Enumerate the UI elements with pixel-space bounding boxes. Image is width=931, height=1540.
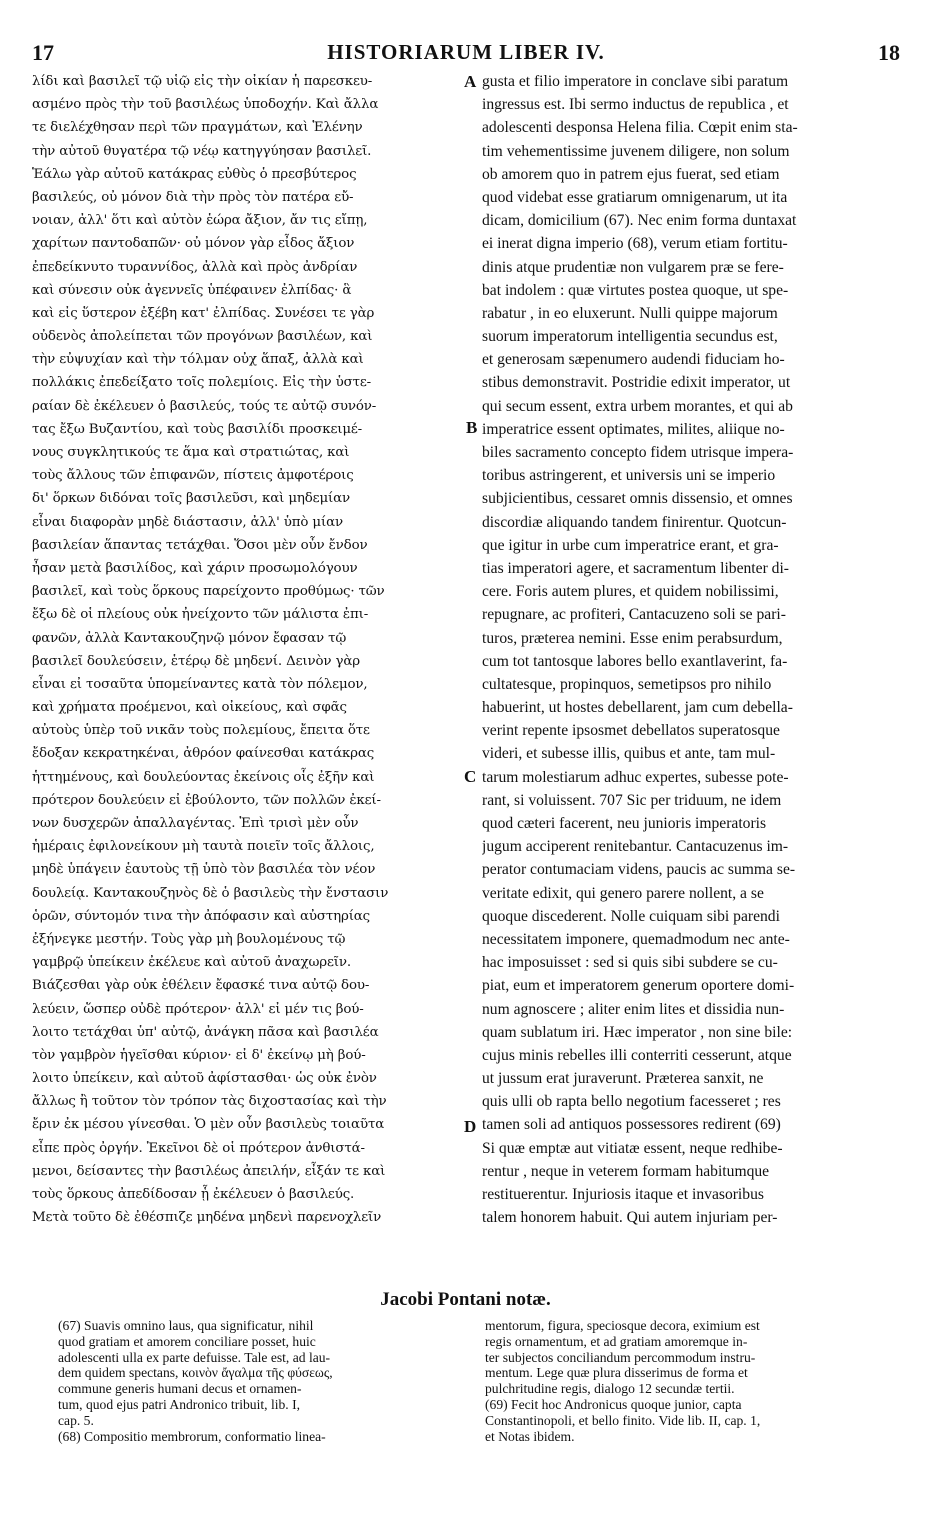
text-line: ἡττημένους, καὶ δουλεύοντας ἐκείνοις οἷς ἐξῆν καὶ <box>32 769 375 785</box>
text-line: quod cæteri facerent, neu junioris imperatoris <box>482 815 767 832</box>
text-line: subjicientibus, cessaret omnis dissensio, et omnes <box>482 490 793 508</box>
notes-heading: Jacobi Pontani notæ. <box>380 1289 551 1310</box>
text-line: λοιτο ὑπείκειν, καὶ αὐτοῦ ἀφίστασθαι· ὡς οὐκ ἐνὸν <box>32 1071 377 1087</box>
text-line: et generosam sæpenumero audendi fiduciam ho- <box>482 351 785 369</box>
note-line: regis ornamentum, et ad gratiam amoremque in- <box>485 1333 748 1349</box>
text-line: λοιτο τετάχθαι ὑπ' αὐτῷ, ἀνάγκη πᾶσα καὶ βασιλέα <box>32 1024 379 1040</box>
text-line: ἐπεδείκνυτο τυραννίδος, ἀλλὰ καὶ πρὸς ἀνδρίαν <box>32 259 358 275</box>
text-line: verint repente ipsosmet debellatos superatosque <box>482 722 780 740</box>
text-line: tarum molestiarum adhuc expertes, subesse pote- <box>482 768 789 786</box>
margin-marker-c: C <box>464 767 477 786</box>
notes-right-column <box>485 1318 905 1444</box>
text-line: quam sublatum iri. Hæc imperator , non sine bile: <box>482 1023 793 1041</box>
text-line: νους συγκλητικούς τε ἅμα καὶ στρατιώτας, καὶ <box>32 445 350 460</box>
note-line: et Notas ibidem. <box>485 1428 575 1444</box>
right-page-number: 18 <box>878 40 900 65</box>
text-line: jugum acciperent renitebantur. Cantacuzenus im- <box>482 838 789 856</box>
text-line: μενοι, δείσαντες τὴν βασιλέως ἀπειλήν, εἶξάν τε καὶ <box>32 1163 386 1179</box>
text-line: dicam, domicilium (67). Nec enim forma duntaxat <box>482 212 797 230</box>
note-line: (68) Compositio membrorum, conformatio linea- <box>58 1428 326 1444</box>
text-line: rentur , neque in veterem formam habitumque <box>482 1162 770 1180</box>
text-line: Μετὰ τοῦτο δὲ ἐθέσπιζε μηδένα μηδενὶ παρενοχλεῖν <box>32 1210 382 1226</box>
latin-text-column <box>482 70 902 1229</box>
text-line: Ἑάλω γὰρ αὐτοῦ κατάκρας εὐθὺς ὁ πρεσβύτερος <box>32 166 357 182</box>
text-line: τας ἔξω Βυζαντίου, καὶ τοὺς βασιλίδι προσκειμέ- <box>32 421 363 437</box>
text-line: καὶ εἰς ὕστερον ἐξέβη κατ' ἐλπίδας. Συνέσει τε γὰρ <box>32 305 375 321</box>
text-line: quoque discederent. Nolle cuiquam sibi parendi <box>482 907 780 925</box>
text-line: νων δυσχερῶν ἀπαλλαγέντας. Ἐπὶ τρισὶ μὲν οὖν <box>32 816 359 831</box>
text-line: δουλείᾳ. Καντακουζηνὸς δὲ ὁ βασιλεὺς τὴν ἔνστασιν <box>32 885 389 901</box>
text-line: τὴν εὐψυχίαν καὶ τὴν τόλμαν οὐχ ἅπαξ, ἀλλὰ καὶ <box>32 352 364 368</box>
margin-marker-b: B <box>466 418 478 437</box>
note-line: (67) Suavis omnino laus, qua significatur, nihil <box>58 1318 314 1333</box>
text-line: dinis atque prudentiæ non vulgarem præ se fere- <box>482 258 784 276</box>
text-line: ἡμέραις ἐφιλονείκουν μὴ ταυτὰ ποιεῖν τοῖς ἄλλοις, <box>32 839 375 855</box>
text-line: ραίαν δὲ ἐκέλευεν ὁ βασιλεύς, τούς τε αὐτῷ συνόν- <box>32 398 377 414</box>
notes-left-column <box>58 1318 463 1444</box>
text-line: ἦσαν μετὰ βασιλίδος, καὶ χάριν προσωμολόγουν <box>32 560 358 576</box>
text-line: χαρίτων παντοδαπῶν· οὐ μόνον γὰρ εἶδος ἄξιον <box>32 236 355 252</box>
text-line: ἔριν ἐκ μέσου γίνεσθαι. Ὁ μὲν οὖν βασιλεὺς τοιαῦτα <box>32 1117 385 1133</box>
text-line: ἔξω δὲ οἱ πλείους οὐκ ἠνείχοντο τῶν μάλιστα ἐπι- <box>32 607 369 623</box>
text-line: ασμένο πρὸς τὴν τοῦ βασιλέως ὑποδοχήν. Καὶ ἄλλα <box>32 97 379 113</box>
text-line: εἶναι διαφορὰν μηδὲ διάστασιν, ἀλλ' ὑπὸ μίαν <box>32 514 343 530</box>
text-line: ut jussum erat juraverunt. Præterea sanxit, ne <box>482 1070 764 1088</box>
text-line: τοὺς ἄλλους τῶν ἐπιφανῶν, πίστεις ἀμφοτέροις <box>32 468 354 484</box>
text-line: δι' ὅρκων διδόναι τοῖς βασιλεῦσι, καὶ μηδεμίαν <box>32 491 350 507</box>
text-line: βασιλεῖ δουλεύσειν, ἑτέρῳ δὲ μηδενί. Δεινὸν γὰρ <box>32 653 360 669</box>
text-line: τε διελέχθησαν περὶ τῶν πραγμάτων, καὶ Ἑλένην <box>32 120 363 136</box>
text-line: νοιαν, ἀλλ' ὅτι καὶ αὐτὸν ἑώρα ἄξιον, ἄν τις εἴπῃ, <box>32 213 368 229</box>
text-line: quis ulli ob rapta bello negotium facesseret ; res <box>482 1093 781 1111</box>
text-line: τὴν αὐτοῦ θυγατέρα τῷ νέῳ κατηγγύησαν βασιλεῖ. <box>32 143 372 159</box>
text-line: rabatur , in eo eluxerunt. Nulli quippe majorum <box>482 304 778 322</box>
text-line: καὶ σύνεσιν οὐκ ἀγεννεῖς ὑπέφαινεν ἐλπίδας· ἃ <box>32 282 352 298</box>
text-line: veritate edixit, qui genero parere nollent, a se <box>482 884 764 902</box>
text-line: turos, præterea nemini. Esse enim perabsurdum, <box>482 629 783 647</box>
text-line: quod videbat esse gratiarum omnigenarum, ut ita <box>482 188 788 206</box>
text-line: οὐδενὸς ἀπολείπεται τῶν προγόνων βασιλέων, καὶ <box>32 329 373 345</box>
text-line: Βιάζεσθαι γὰρ οὐκ ἐθέλειν ἔφασκέ τινα αὐτῷ δου- <box>32 978 370 994</box>
text-line: εἶναι εἰ τοσαῦτα ὑπομείναντες κατὰ τὸν πόλεμον, <box>32 676 368 692</box>
text-line: ἔδοξαν κεκρατηκέναι, ἀθρόον φαίνεσθαι κατάκρας <box>32 746 375 762</box>
text-line: ei inerat digna imperio (68), verum etiam fortitu- <box>482 235 788 253</box>
text-line: bat indolem : quæ virtutes postea quoque, ut spe- <box>482 281 789 299</box>
text-line: perator contumaciam videns, paucis ac summa se- <box>482 861 796 879</box>
text-line: habuerint, ut hostes debellarent, jam cum debella- <box>482 699 793 717</box>
note-line: tum, quod ejus patri Andronico tribuit, lib. I, <box>58 1396 301 1412</box>
text-line: qui secum essent, extra urbem morantes, et qui ab <box>482 397 793 415</box>
text-line: adolescenti desponsa Helena filia. Cœpit enim sta- <box>482 119 798 137</box>
text-line: discordiæ aliquando tandem finirentur. Quotcun- <box>482 513 787 531</box>
text-line: tias imperatori agere, et sacramentum libenter di- <box>482 559 789 577</box>
text-line: necessitatem imponere, quemadmodum nec ante- <box>482 930 790 948</box>
text-line: καὶ χρήματα προέμενοι, καὶ οἰκείους, καὶ σφᾶς <box>32 700 347 716</box>
text-line: imperatrice essent optimates, milites, aliique no- <box>482 420 785 438</box>
text-line: talem honorem habuit. Qui autem injuriam per- <box>482 1209 778 1227</box>
text-line: τοὺς ὅρκους ἀπεδίδοσαν ᾗ ἐκέλευεν ὁ βασιλεύς. <box>32 1187 355 1202</box>
text-line: μηδὲ ὑπάγειν ἑαυτοὺς τῇ ὑπὸ τὸν βασιλέα τὸν νέον <box>32 862 376 878</box>
text-line: hac imposuisset : sed si quis sibi subdere se cu- <box>482 954 778 972</box>
running-header <box>32 40 900 70</box>
note-line: mentum. Lege quæ plura disserimus de forma et <box>485 1365 748 1381</box>
text-line: cultatesque, propinquos, semetipsos pro nihilo <box>482 675 772 693</box>
text-line: γαμβρῷ ὑπείκειν ἐκέλευε καὶ αὐτοῦ ἀναχωρεῖν. <box>32 955 351 971</box>
text-line: βασιλείαν ἅπαντας τετάχθαι. Ὅσοι μὲν οὖν ἔνδον <box>32 537 368 553</box>
running-title: HISTORIARUM LIBER IV. <box>327 40 605 64</box>
note-line: (69) Fecit hoc Andronicus quoque junior, capta <box>485 1396 742 1412</box>
text-line: suorum imperatorum intelligentia secundus est, <box>482 328 778 346</box>
text-line: πολλάκις ἐπεδείξατο τοῖς πολεμίοις. Εἰς τὴν ὑστε- <box>32 375 372 391</box>
text-line: τὸν γαμβρὸν ἡγεῖσθαι κύριον· εἰ δ' ἐκείνῳ μὴ βού- <box>32 1047 366 1063</box>
text-line: Si quæ emptæ aut vitiatæ essent, neque redhibe- <box>482 1139 783 1157</box>
text-line: ὁρῶν, σύντομόν τινα τὴν ἀπόφασιν καὶ αὐστηρίας <box>32 908 371 924</box>
text-line: toribus astringerent, et universis uni se imperio <box>482 467 776 485</box>
text-line: repugnare, ac profiteri, Cantacuzeno soli se pari- <box>482 606 786 624</box>
text-line: λεύειν, ὥσπερ οὐδὲ πρότερον· ἀλλ' εἰ μέν τις βού- <box>32 1001 364 1017</box>
note-line: adolescenti ulla ex parte defuisse. Tale est, ad lau- <box>58 1349 331 1365</box>
text-line: ingressus est. Ibi sermo inductus de republica , et <box>482 96 789 114</box>
note-line: ter subjectos conciliandum percommodum instru- <box>485 1349 756 1365</box>
text-line: que igitur in urbe cum imperatrice erant, et gra- <box>482 536 779 554</box>
text-line: biles sacramento concepto fidem utrisque impera- <box>482 444 794 461</box>
text-line: εἶπε πρὸς ὀργήν. Ἐκεῖνοι δὲ οἱ πρότερον ἀνθιστά- <box>32 1140 365 1156</box>
text-line: cum tot tantosque labores bello exantlaverint, fa- <box>482 652 788 670</box>
note-line: Constantinopoli, et bello finito. Vide lib. II, cap. 1, <box>485 1412 761 1428</box>
text-line: ob amorem quo in patrem ejus fuerat, sed etiam <box>482 165 780 183</box>
text-line: tamen soli ad antiquos possessores redirent (69) <box>482 1116 781 1134</box>
greek-text-column <box>32 70 458 1229</box>
text-line: piat, eum et imperatorem generum oportere domi- <box>482 977 795 995</box>
text-line: βασιλεύς, οὐ μόνον διὰ τὴν πρὸς τὸν πατέρα εὔ- <box>32 189 354 205</box>
text-line: λίδι καὶ βασιλεῖ τῷ υἱῷ εἰς τὴν οἰκίαν ἡ παρεσκευ- <box>32 74 373 89</box>
margin-marker-a: A <box>464 72 477 91</box>
note-line: dem quidem spectans, κοινὸν ἄγαλμα τῆς φύσεως, <box>58 1365 333 1381</box>
text-line: tim vehementissime juvenem diligere, non solum <box>482 142 790 160</box>
text-line: ἐξήνεγκε μεστήν. Τοὺς γὰρ μὴ βουλομένους τῷ <box>32 931 346 947</box>
note-line: pulchritudine regis, dialogo 12 secundæ tertii. <box>485 1381 735 1397</box>
text-line: πρότερον δουλεύειν εἰ ἐβούλοντο, τῶν πολλῶν ἐκεί- <box>32 792 381 808</box>
text-line: αὐτοὺς ὑπὲρ τοῦ νικᾶν τοὺς πολεμίους, ἔπειτα ὅτε <box>32 723 370 739</box>
text-line: cujus minis rebelles illi conterriti cesserunt, atque <box>482 1046 792 1064</box>
note-line: mentorum, figura, speciosque decora, eximium est <box>485 1318 760 1333</box>
note-line: cap. 5. <box>58 1412 94 1428</box>
text-line: restituerentur. Injuriosis itaque et invasoribus <box>482 1186 764 1203</box>
text-line: num agnoscere ; aliter enim lites et dissidia nun- <box>482 1000 785 1018</box>
text-line: cere. Foris autem plures, et quidem nobilissimi, <box>482 583 779 601</box>
left-page-number: 17 <box>32 40 54 65</box>
text-line: rant, si voluissent. 707 Sic per triduum, ne idem <box>482 791 782 809</box>
margin-marker-d: D <box>464 1117 477 1136</box>
text-line: φανῶν, ἀλλὰ Καντακουζηνῷ μόνον ἔφασαν τῷ <box>32 630 347 646</box>
note-line: commune generis humani decus et ornamen- <box>58 1381 302 1397</box>
text-line: gusta et filio imperatore in conclave sibi paratum <box>482 73 789 90</box>
text-line: videri, et subesse illis, quibus et ante, tam mul- <box>482 745 776 763</box>
text-line: ἄλλως ἢ τοῦτον τὸν τρόπον τὰς διχοστασίας καὶ τὴν <box>32 1094 387 1110</box>
text-line: βασιλεῖ, καὶ τοὺς ὅρκους παρείχοντο προθύμως· τῶν <box>32 584 385 600</box>
note-line: quod gratiam et amorem conciliare posset, huic <box>58 1333 316 1349</box>
text-line: stibus demonstravit. Postridie edixit imperator, ut <box>482 374 791 392</box>
